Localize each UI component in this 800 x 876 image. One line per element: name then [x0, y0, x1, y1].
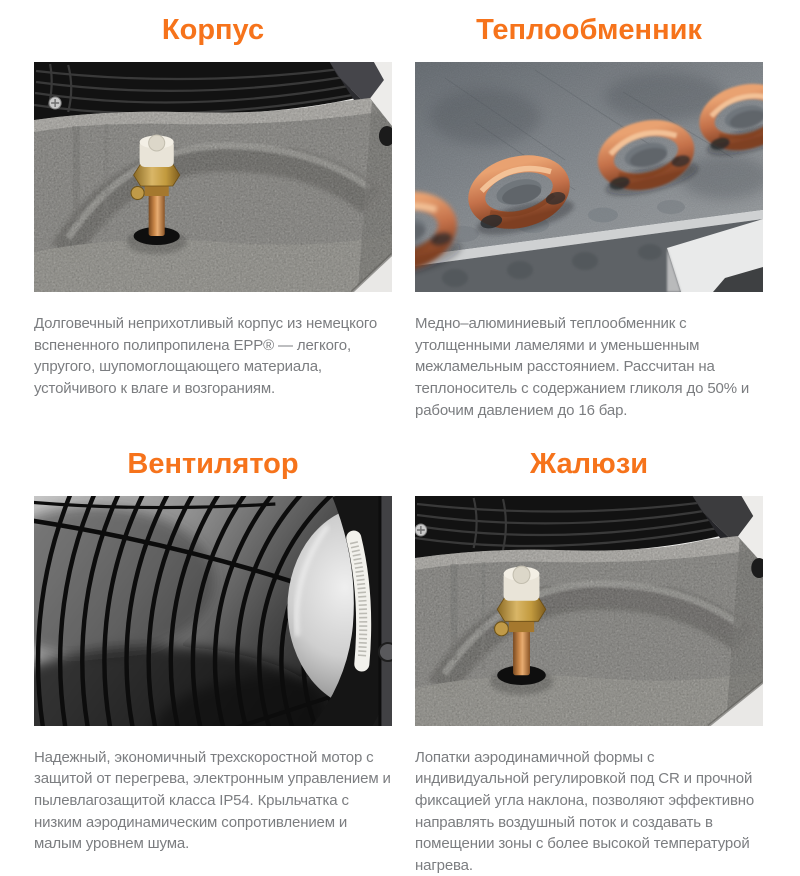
korpus-photo: [34, 62, 392, 292]
section-title-korpus: Корпус: [161, 14, 265, 46]
section-description-ventilyator: Надежный, экономичный трехскоростной мотор с защитой от перегрева, электронным управлением и пылевлагозащитой класса IP54. Крыльчатка с низким аэродинамическим сопротивлением и малым уровнем шума.: [34, 748, 391, 853]
section-description-korpus: Долговечный неприхотливый корпус из немецкого вспененного полипропилена EPP® — легкого, упругого, шупомоглощающего материала, устойчивого к влаге и возгораниям.: [34, 315, 378, 398]
section-title-ventilyator: Вентилятор: [127, 447, 299, 480]
teploobmennik-photo: [415, 62, 763, 292]
section-description-zhalyuzi: Лопатки аэродинамичной формы с индивидуальной регулировкой под CR и прочной фиксацией угла наклона, позволяют эффективно направлять воздушный поток и создавать в помещении зоны с более высокой температурой нагрева.: [415, 748, 755, 875]
zhalyuzi-photo: [415, 496, 763, 726]
feature-section-korpus: [34, 12, 392, 422]
feature-section-teploobmennik: [415, 12, 763, 422]
section-description-teploobmennik: Медно–алюминиевый теплообменник с утолщенными ламелями и уменьшенным межламельным расстоянием. Рассчитан на теплоноситель с содержанием гликоля до 50% и рабочим давлением до 16 бар.: [415, 315, 750, 419]
section-title-teploobmennik: Теплообменник: [476, 14, 702, 46]
ventilyator-photo: [34, 496, 392, 726]
feature-section-ventilyator: [34, 446, 392, 876]
feature-section-zhalyuzi: [415, 446, 763, 876]
section-title-zhalyuzi: Жалюзи: [529, 447, 649, 480]
